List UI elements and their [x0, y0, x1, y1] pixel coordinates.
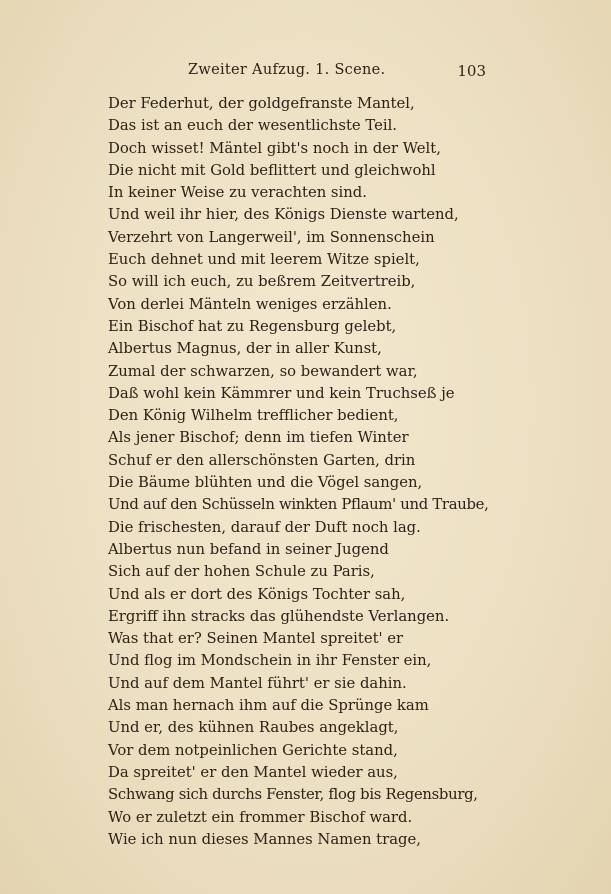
verse-line: Doch wisset! Mäntel gibt's noch in der Welt, [108, 139, 441, 157]
verse-line: Schwang sich durchs Fenster, flog bis Regensburg, [108, 786, 478, 804]
verse-line: Ein Bischof hat zu Regensburg gelebt, [108, 317, 397, 335]
verse-line: Als man hernach ihm auf die Sprünge kam [108, 697, 429, 715]
verse-line: Als jener Bischof; denn im tiefen Winter [108, 429, 409, 447]
verse-line: Albertus Magnus, der in aller Kunst, [108, 340, 382, 358]
verse-line: Die nicht mit Gold beflittert und gleichwohl [108, 161, 436, 179]
verse-line: Und auf dem Mantel führt' er sie dahin. [108, 674, 407, 692]
verse-line: Da spreitet' er den Mantel wieder aus, [108, 763, 398, 781]
verse-line: Was that er? Seinen Mantel spreitet' er [108, 630, 404, 648]
verse-line: Verzehrt von Langerweil', im Sonnenschein [108, 228, 435, 246]
verse-line: Und weil ihr hier, des Königs Dienste wartend, [108, 206, 459, 224]
verse-line: Die frischesten, darauf der Duft noch lag. [108, 518, 421, 536]
verse-line: Und flog im Mondschein in ihr Fenster ein, [108, 652, 432, 670]
page-header [100, 62, 486, 84]
verse-line: Und auf den Schüsseln winkten Pflaum' und Traube, [108, 496, 489, 514]
page-number: 103 [457, 62, 486, 80]
verse-line: Den König Wilhelm trefflicher bedient, [108, 407, 399, 425]
verse-line: Sich auf der hohen Schule zu Paris, [108, 563, 375, 581]
verse-line: Schuf er den allerschönsten Garten, drin [108, 451, 416, 469]
verse-line: So will ich euch, zu beßrem Zeitvertreib, [108, 273, 416, 291]
verse-line: Vor dem notpeinlichen Gerichte stand, [108, 741, 398, 759]
verse-line: Albertus nun befand in seiner Jugend [108, 540, 389, 558]
verse-line: Und er, des kühnen Raubes angeklagt, [108, 719, 399, 737]
verse-line: Zumal der schwarzen, so bewandert war, [108, 362, 418, 380]
verse-line: Ergriff ihn stracks das glühendste Verlangen. [108, 607, 450, 625]
verse-line: Die Bäume blühten und die Vögel sangen, [108, 474, 423, 492]
verse-line: Wie ich nun dieses Mannes Namen trage, [108, 830, 421, 848]
verse-line: Wo er zuletzt ein frommer Bischof ward. [108, 808, 413, 826]
verse-line: Das ist an euch der wesentlichste Teil. [108, 117, 398, 135]
verse-line: Und als er dort des Königs Tochter sah, [108, 585, 406, 603]
verse-line: In keiner Weise zu verachten sind. [108, 184, 367, 202]
verse-line: Von derlei Mänteln weniges erzählen. [108, 295, 392, 313]
verse-line: Der Federhut, der goldgefranste Mantel, [108, 95, 415, 112]
verse-block [108, 93, 488, 851]
running-head: Zweiter Aufzug. 1. Scene. [188, 62, 386, 78]
verse-line: Daß wohl kein Kämmrer und kein Truchseß je [108, 384, 455, 402]
verse-line: Euch dehnet und mit leerem Witze spielt, [108, 251, 420, 269]
